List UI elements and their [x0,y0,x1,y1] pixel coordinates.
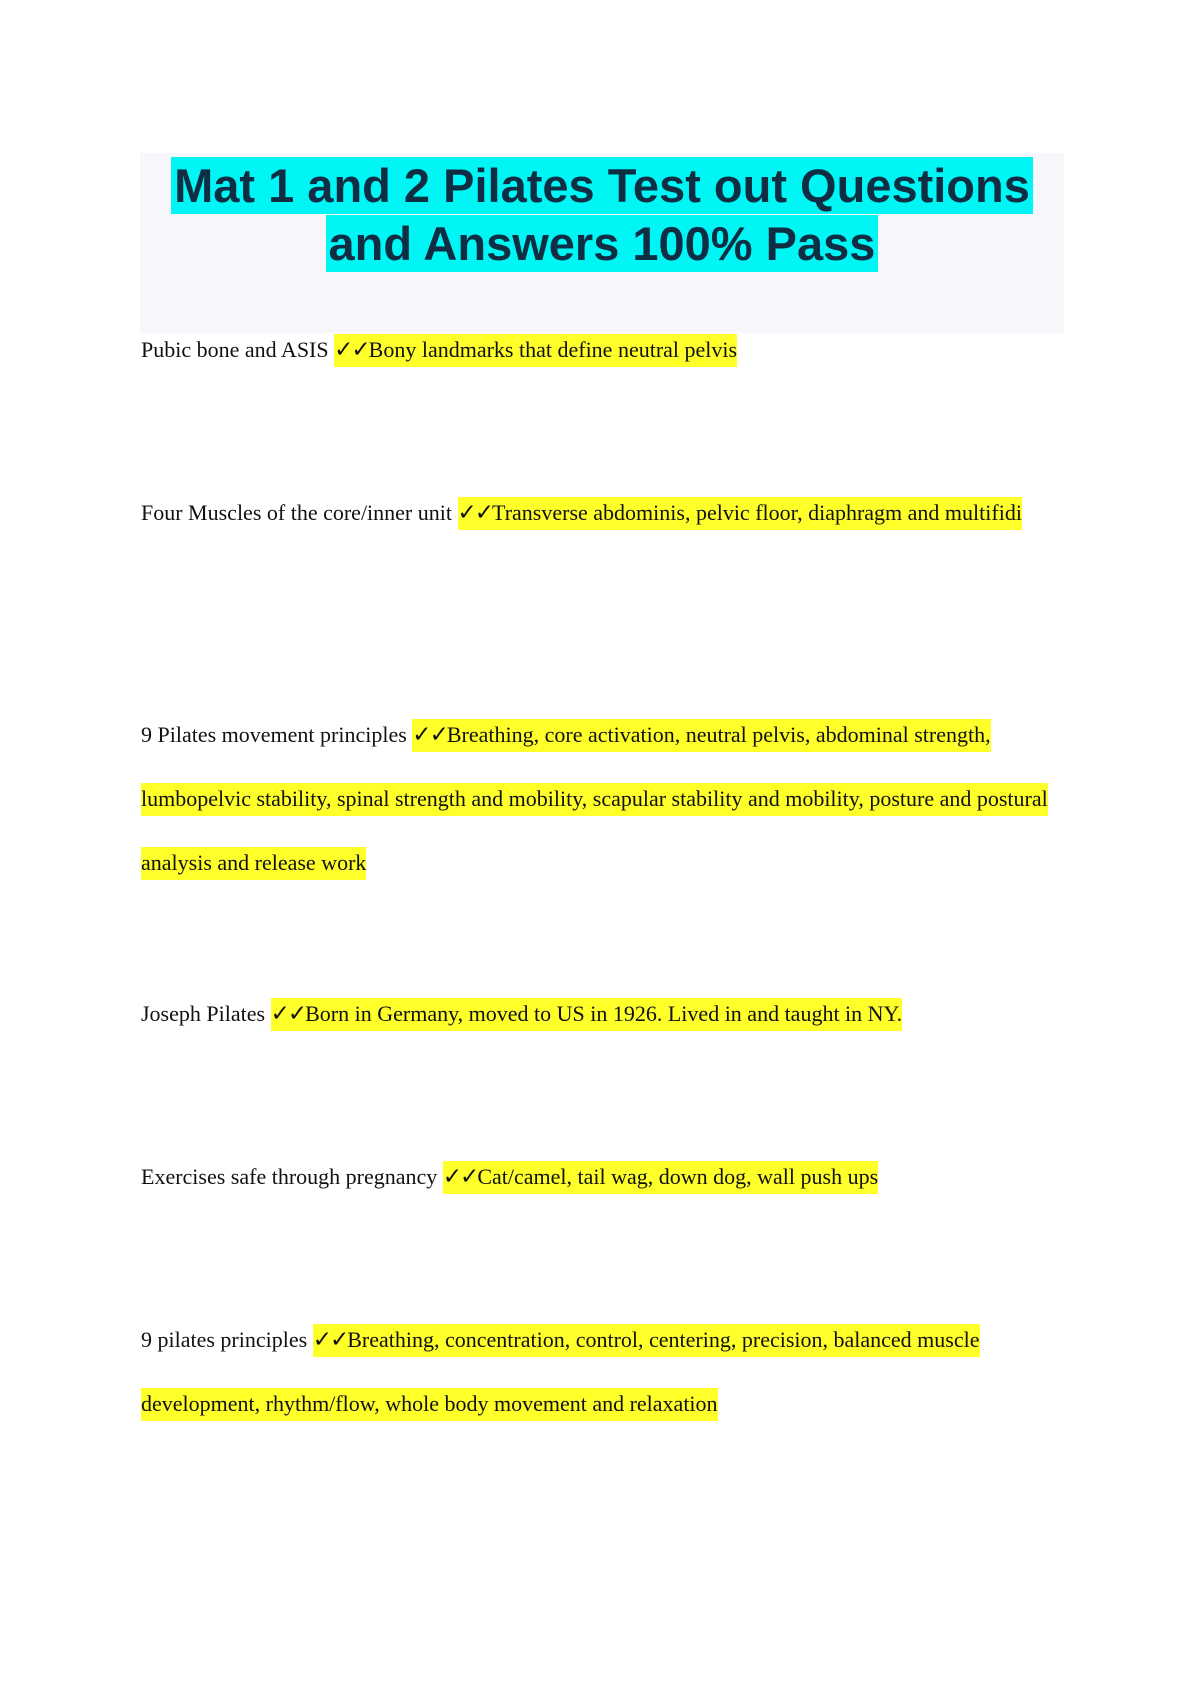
qa-item-4 [141,982,1081,1046]
answer-text: Transverse abdominis, pelvic floor, diaphragm and multifidi [492,500,1022,525]
qa-item-2 [141,481,1081,545]
qa-item-5 [141,1145,1081,1209]
question-text: Four Muscles of the core/inner unit [141,500,452,525]
question-text: 9 Pilates movement principles [141,722,407,747]
answer-text: Cat/camel, tail wag, down dog, wall push ups [477,1164,879,1189]
double-check-icon: ✓✓ [334,337,369,363]
question-text: Pubic bone and ASIS [141,337,329,362]
double-check-icon: ✓✓ [412,722,447,748]
answer-highlight [458,497,1022,530]
answer-text: Born in Germany, moved to US in 1926. Lived in and taught in NY. [305,1001,903,1026]
question-text: Exercises safe through pregnancy [141,1164,438,1189]
title-block [140,153,1064,333]
answer-highlight [443,1161,878,1194]
qa-item-3 [141,703,1081,895]
answer-highlight [271,998,903,1031]
double-check-icon: ✓✓ [457,500,493,526]
double-check-icon: ✓✓ [442,1164,478,1190]
answer-highlight [334,334,737,367]
answer-text: Bony landmarks that define neutral pelvis [368,337,738,362]
qa-item-6 [141,1308,1081,1436]
question-text: Joseph Pilates [141,1001,266,1026]
double-check-icon: ✓✓ [270,1001,306,1027]
qa-item-1 [141,318,1081,382]
double-check-icon: ✓✓ [312,1327,348,1353]
answer-text: Breathing, concentration, control, centering, precision, balanced muscle development, rhythm/flow, whole body movement and relaxation [141,1327,980,1416]
answer-text: Breathing, core activation, neutral pelvis, abdominal strength, lumbopelvic stability, spinal strength and mobility, scapular stability and mobility, posture and postural analysis and release work [141,722,1048,875]
question-text: 9 pilates principles [141,1327,308,1352]
page-title-line-2: and Answers 100% Pass [326,215,879,272]
page-title-line-1: Mat 1 and 2 Pilates Test out Questions [171,157,1033,214]
